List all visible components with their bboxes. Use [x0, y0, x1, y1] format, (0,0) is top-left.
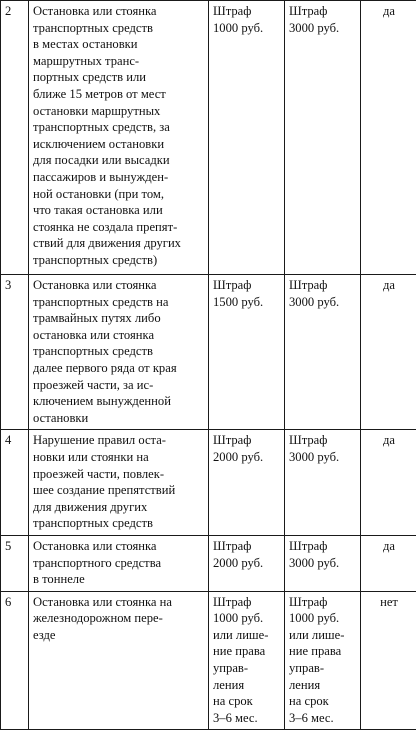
row-number: 6: [1, 591, 29, 730]
fine-first: [209, 430, 285, 536]
text-line: Штраф: [213, 277, 281, 294]
flag-cell: да: [361, 535, 416, 591]
text-line: 3000 руб.: [289, 449, 357, 466]
text-line: что такая остановка или: [33, 202, 205, 219]
text-line: исключением остановки: [33, 136, 205, 153]
violation-description: [29, 430, 209, 536]
text-line: 1000 руб.: [213, 610, 281, 627]
text-line: транспортных средств на: [33, 294, 205, 311]
table-row: [1, 1, 416, 275]
text-line: стоянка не создала препят-: [33, 219, 205, 236]
text-line: 3–6 мес.: [213, 710, 281, 727]
flag-cell: да: [361, 275, 416, 430]
fine-first: [209, 535, 285, 591]
text-line: транспортного средства: [33, 555, 205, 572]
text-line: 3000 руб.: [289, 20, 357, 37]
row-number: 2: [1, 1, 29, 275]
fine-repeat: [285, 430, 361, 536]
text-line: Штраф: [289, 3, 357, 20]
text-line: 3000 руб.: [289, 555, 357, 572]
text-line: езде: [33, 627, 205, 644]
table-row: [1, 430, 416, 536]
text-line: ключением вынужденной: [33, 393, 205, 410]
text-line: для посадки или высадки: [33, 152, 205, 169]
violation-description: [29, 275, 209, 430]
text-line: проезжей части, повлек-: [33, 466, 205, 483]
text-line: в тоннеле: [33, 571, 205, 588]
text-line: шее создание препятствий: [33, 482, 205, 499]
text-line: или лише-: [289, 627, 357, 644]
text-line: Штраф: [213, 538, 281, 555]
text-line: остановка или стоянка: [33, 327, 205, 344]
text-line: 1000 руб.: [213, 20, 281, 37]
violation-description: [29, 1, 209, 275]
text-line: в местах остановки: [33, 36, 205, 53]
text-line: Остановка или стоянка: [33, 277, 205, 294]
text-line: 1000 руб.: [289, 610, 357, 627]
row-number: 3: [1, 275, 29, 430]
text-line: Штраф: [213, 432, 281, 449]
text-line: 3000 руб.: [289, 294, 357, 311]
text-line: транспортных средств: [33, 20, 205, 37]
text-line: на срок: [213, 693, 281, 710]
text-line: ние права: [289, 643, 357, 660]
fine-first: [209, 275, 285, 430]
fine-repeat: [285, 275, 361, 430]
text-line: Нарушение правил оста-: [33, 432, 205, 449]
text-line: Штраф: [289, 594, 357, 611]
text-line: 2000 руб.: [213, 555, 281, 572]
text-line: пассажиров и вынужден-: [33, 169, 205, 186]
text-line: Штраф: [289, 277, 357, 294]
text-line: остановки маршрутных: [33, 103, 205, 120]
text-line: новки или стоянки на: [33, 449, 205, 466]
text-line: транспортных средств: [33, 343, 205, 360]
fine-first: [209, 591, 285, 730]
violation-description: [29, 591, 209, 730]
text-line: 3–6 мес.: [289, 710, 357, 727]
text-line: ления: [213, 677, 281, 694]
fine-repeat: [285, 1, 361, 275]
table-row: [1, 535, 416, 591]
text-line: Остановка или стоянка: [33, 3, 205, 20]
text-line: транспортных средств): [33, 252, 205, 269]
text-line: ближе 15 метров от мест: [33, 86, 205, 103]
text-line: или лише-: [213, 627, 281, 644]
fine-first: [209, 1, 285, 275]
text-line: управ-: [289, 660, 357, 677]
text-line: ние права: [213, 643, 281, 660]
text-line: Штраф: [289, 432, 357, 449]
text-line: 2000 руб.: [213, 449, 281, 466]
text-line: остановки: [33, 410, 205, 427]
text-line: ствий для движения других: [33, 235, 205, 252]
text-line: портных средств или: [33, 69, 205, 86]
text-line: ной остановки (при том,: [33, 186, 205, 203]
row-number: 5: [1, 535, 29, 591]
fine-repeat: [285, 591, 361, 730]
flag-cell: да: [361, 430, 416, 536]
text-line: Штраф: [213, 3, 281, 20]
fine-repeat: [285, 535, 361, 591]
text-line: 1500 руб.: [213, 294, 281, 311]
text-line: железнодорожном пере-: [33, 610, 205, 627]
violation-description: [29, 535, 209, 591]
text-line: маршрутных транс-: [33, 53, 205, 70]
row-number: 4: [1, 430, 29, 536]
text-line: Штраф: [213, 594, 281, 611]
text-line: на срок: [289, 693, 357, 710]
text-line: транспортных средств, за: [33, 119, 205, 136]
table-row: [1, 591, 416, 730]
fines-table-body: [1, 1, 416, 730]
text-line: Остановка или стоянка на: [33, 594, 205, 611]
text-line: управ-: [213, 660, 281, 677]
text-line: для движения других: [33, 499, 205, 516]
text-line: далее первого ряда от края: [33, 360, 205, 377]
text-line: проезжей части, за ис-: [33, 377, 205, 394]
text-line: Штраф: [289, 538, 357, 555]
text-line: ления: [289, 677, 357, 694]
table-row: [1, 275, 416, 430]
text-line: трамвайных путях либо: [33, 310, 205, 327]
flag-cell: да: [361, 1, 416, 275]
text-line: Остановка или стоянка: [33, 538, 205, 555]
flag-cell: нет: [361, 591, 416, 730]
text-line: транспортных средств: [33, 515, 205, 532]
